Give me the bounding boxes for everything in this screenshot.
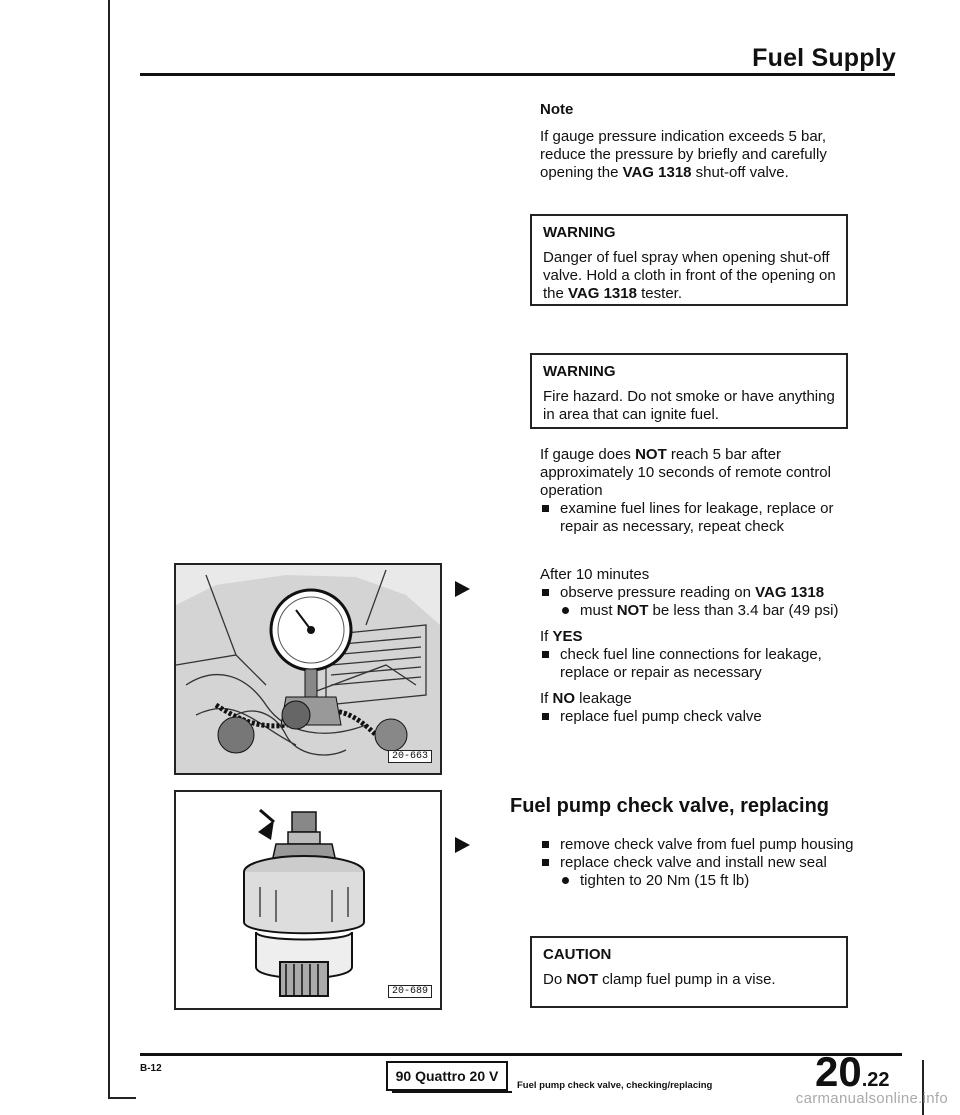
- after-bullet-1: [540, 584, 860, 602]
- fuel-pump-illustration: [176, 792, 440, 1008]
- footer-model: 90 Quattro 20 V: [395, 1068, 499, 1084]
- step-bullet-1: remove check valve from fuel pump housing: [540, 836, 860, 854]
- caution-text: [543, 971, 836, 989]
- header-rule: [140, 73, 895, 76]
- after-dot-not: NOT: [616, 602, 649, 619]
- warning-box-fire-hazard: [530, 353, 848, 429]
- if-no-text: leakage: [575, 690, 632, 707]
- after-ten-minutes-text: [540, 566, 860, 726]
- if-no-text: If: [540, 690, 553, 707]
- after-tool: VAG 1318: [755, 584, 825, 601]
- figure-fuel-pump-check-valve: [174, 790, 442, 1010]
- caution-text-part: clamp fuel pump in a vise.: [598, 971, 776, 988]
- note-text: [540, 128, 860, 182]
- footer-section-minor: .22: [861, 1069, 890, 1091]
- footer-section-major: 20: [815, 1048, 862, 1095]
- after-dot-1: [540, 602, 860, 620]
- note-text-part: shut-off valve.: [691, 164, 789, 181]
- bottom-corner-rule: [108, 1097, 136, 1099]
- gauge-bullet: examine fuel lines for leakage, replace or repair as necessary, repeat check: [540, 500, 850, 536]
- note-heading: Note: [540, 101, 574, 118]
- warning-text-part: Danger of fuel spray when opening shut-off valve. Hold a cloth in front of the opening on the: [543, 249, 836, 302]
- engine-gauge-illustration: [176, 565, 440, 773]
- left-margin-rule: [108, 0, 110, 1098]
- figure-label: 20-689: [388, 985, 432, 998]
- warning-text-part: tester.: [636, 285, 682, 302]
- caution-heading: CAUTION: [543, 946, 612, 963]
- if-yes-text: If: [540, 628, 553, 645]
- warning-heading: WARNING: [543, 363, 616, 380]
- after-intro: After 10 minutes: [540, 566, 650, 583]
- warning-text: Fire hazard. Do not smoke or have anything in area that can ignite fuel.: [543, 388, 835, 423]
- section-title: Fuel pump check valve, replacing: [510, 795, 830, 817]
- after-bullet-text: observe pressure reading on: [560, 584, 756, 601]
- if-no: NO: [552, 690, 576, 707]
- footer-page-ref: B-12: [140, 1063, 162, 1074]
- caution-text-part: Do: [543, 971, 567, 988]
- after-bullet-2: check fuel line connections for leakage, replace or repair as necessary: [540, 646, 860, 682]
- warning-heading: WARNING: [543, 224, 616, 241]
- gauge-text-part: If gauge does: [540, 446, 636, 463]
- step-dot-1: tighten to 20 Nm (15 ft lb): [540, 872, 860, 890]
- gauge-text-part: reach 5 bar after approximately 10 seconds of remote control operation: [540, 446, 831, 499]
- if-yes: YES: [552, 628, 583, 645]
- warning-text: [543, 249, 836, 303]
- warning-tool: VAG 1318: [568, 285, 637, 302]
- footer-rule: [140, 1053, 902, 1056]
- caution-not: NOT: [566, 971, 599, 988]
- after-dot-text: be less than 3.4 bar (49 psi): [648, 602, 839, 619]
- warning-box-fuel-spray: [530, 214, 848, 306]
- footer-description: Fuel pump check valve, checking/replacing: [517, 1080, 713, 1091]
- check-valve-steps: [540, 836, 860, 890]
- pointer-arrow-icon: [455, 837, 470, 853]
- page-title: Fuel Supply: [752, 44, 896, 72]
- caution-box: [530, 936, 848, 1008]
- step-bullet-2: replace check valve and install new seal: [540, 854, 860, 872]
- after-dot-text: must: [580, 602, 617, 619]
- note-tool: VAG 1318: [622, 164, 692, 181]
- gauge-not-reach-text: [540, 446, 850, 536]
- watermark-text: carmanualsonline.info: [795, 1090, 948, 1107]
- after-bullet-3: replace fuel pump check valve: [540, 708, 860, 726]
- note-text-part: If gauge pressure indication exceeds 5 bar, reduce the pressure by briefly and carefully opening the: [540, 128, 827, 181]
- pointer-arrow-icon: [455, 581, 470, 597]
- figure-pressure-gauge-engine: [174, 563, 442, 775]
- figure-label: 20-663: [388, 750, 432, 763]
- gauge-not: NOT: [635, 446, 667, 463]
- footer-model-box: [386, 1061, 508, 1091]
